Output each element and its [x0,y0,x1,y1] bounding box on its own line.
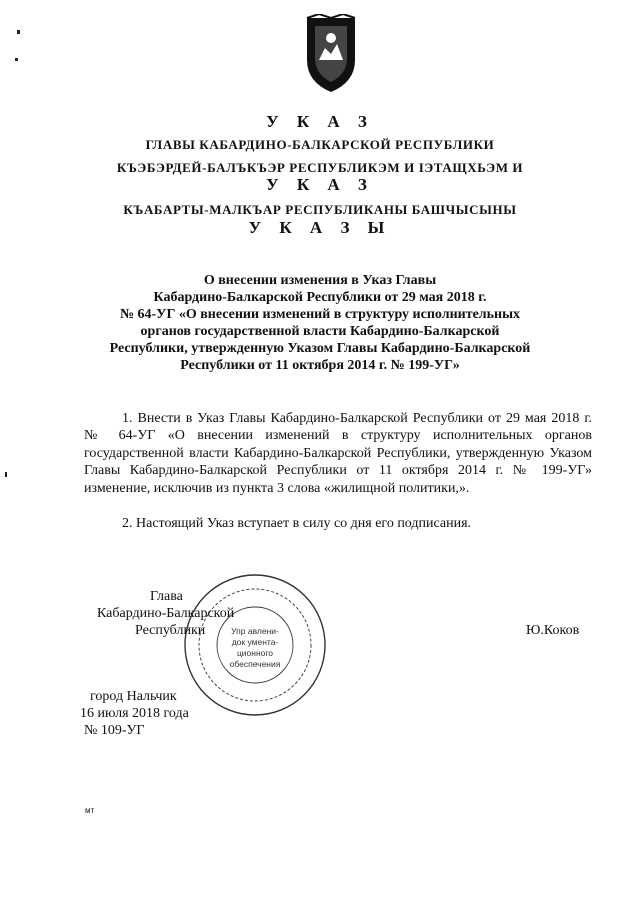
signatory-name: Ю.Коков [526,623,580,638]
paragraph-1: 1. Внести в Указ Главы Кабардино-Балкарской Республики от 29 мая 2018 г. № 64-УГ «О внесении изменений в структуру исполнительных органов государственной власти Кабардино-Балкарской Республики, утвержденную Указом Главы Кабардино-Балкарской Республики от 11 октября 2014 г. № 199-УГ» изменение, исключив из пункта 3 слова «жилищной политики,». [84,411,592,496]
footer-city: город Нальчик [90,689,177,704]
header-head-krc: КЪАБАРТЫ-МАЛКЪАР РЕСПУБЛИКАНЫ БАШЧЫСЫНЫ [123,202,517,217]
scan-speck [5,472,7,477]
signature-title-1: Глава [150,589,183,604]
stamp-text-line: ционного [236,648,274,658]
header-ukaz-krc: У К А З Ы [248,218,392,237]
footer-number: № 109-УГ [84,723,145,738]
official-seal-stamp [180,570,330,720]
stamp-text-line: док умента- [231,637,279,647]
paragraph-2: 2. Настоящий Указ вступает в силу со дня его подписания. [122,516,472,531]
title-line: № 64-УГ «О внесении изменений в структуру исполнительных [119,307,521,322]
scan-speck [15,58,18,61]
coat-of-arms-emblem [303,14,359,94]
title-line: Кабардино-Балкарской Республики от 29 мая 2018 г. [153,290,487,305]
header-ukaz-kbd: У К А З [266,175,374,194]
header-ukaz-ru: У К А З [266,112,374,131]
stamp-text-line: обеспечения [229,659,281,669]
header-head-ru: ГЛАВЫ КАБАРДИНО-БАЛКАРСКОЙ РЕСПУБЛИКИ [145,137,495,152]
signature-title-3: Республики [135,623,206,638]
decree-title [0,272,640,374]
header-head-kbd: КЪЭБЭРДЕЙ-БАЛЪКЪЭР РЕСПУБЛИКЭМ И ІЭТАЩХЬЭМ И [116,160,524,175]
title-line: О внесении изменения в Указ Главы [203,273,437,288]
title-line: органов государственной власти Кабардино-Балкарской [140,324,500,339]
footer-date: 16 июля 2018 года [80,706,189,721]
stamp-text-line: Упр авлени- [231,626,279,636]
signature-title-2: Кабардино-Балкарской [97,606,235,621]
footer-mark: мт [85,806,95,815]
title-line: Республики от 11 октября 2014 г. № 199-УГ» [180,358,460,373]
title-line: Республики, утвержденную Указом Главы Кабардино-Балкарской [109,341,531,356]
scan-speck [17,30,20,34]
